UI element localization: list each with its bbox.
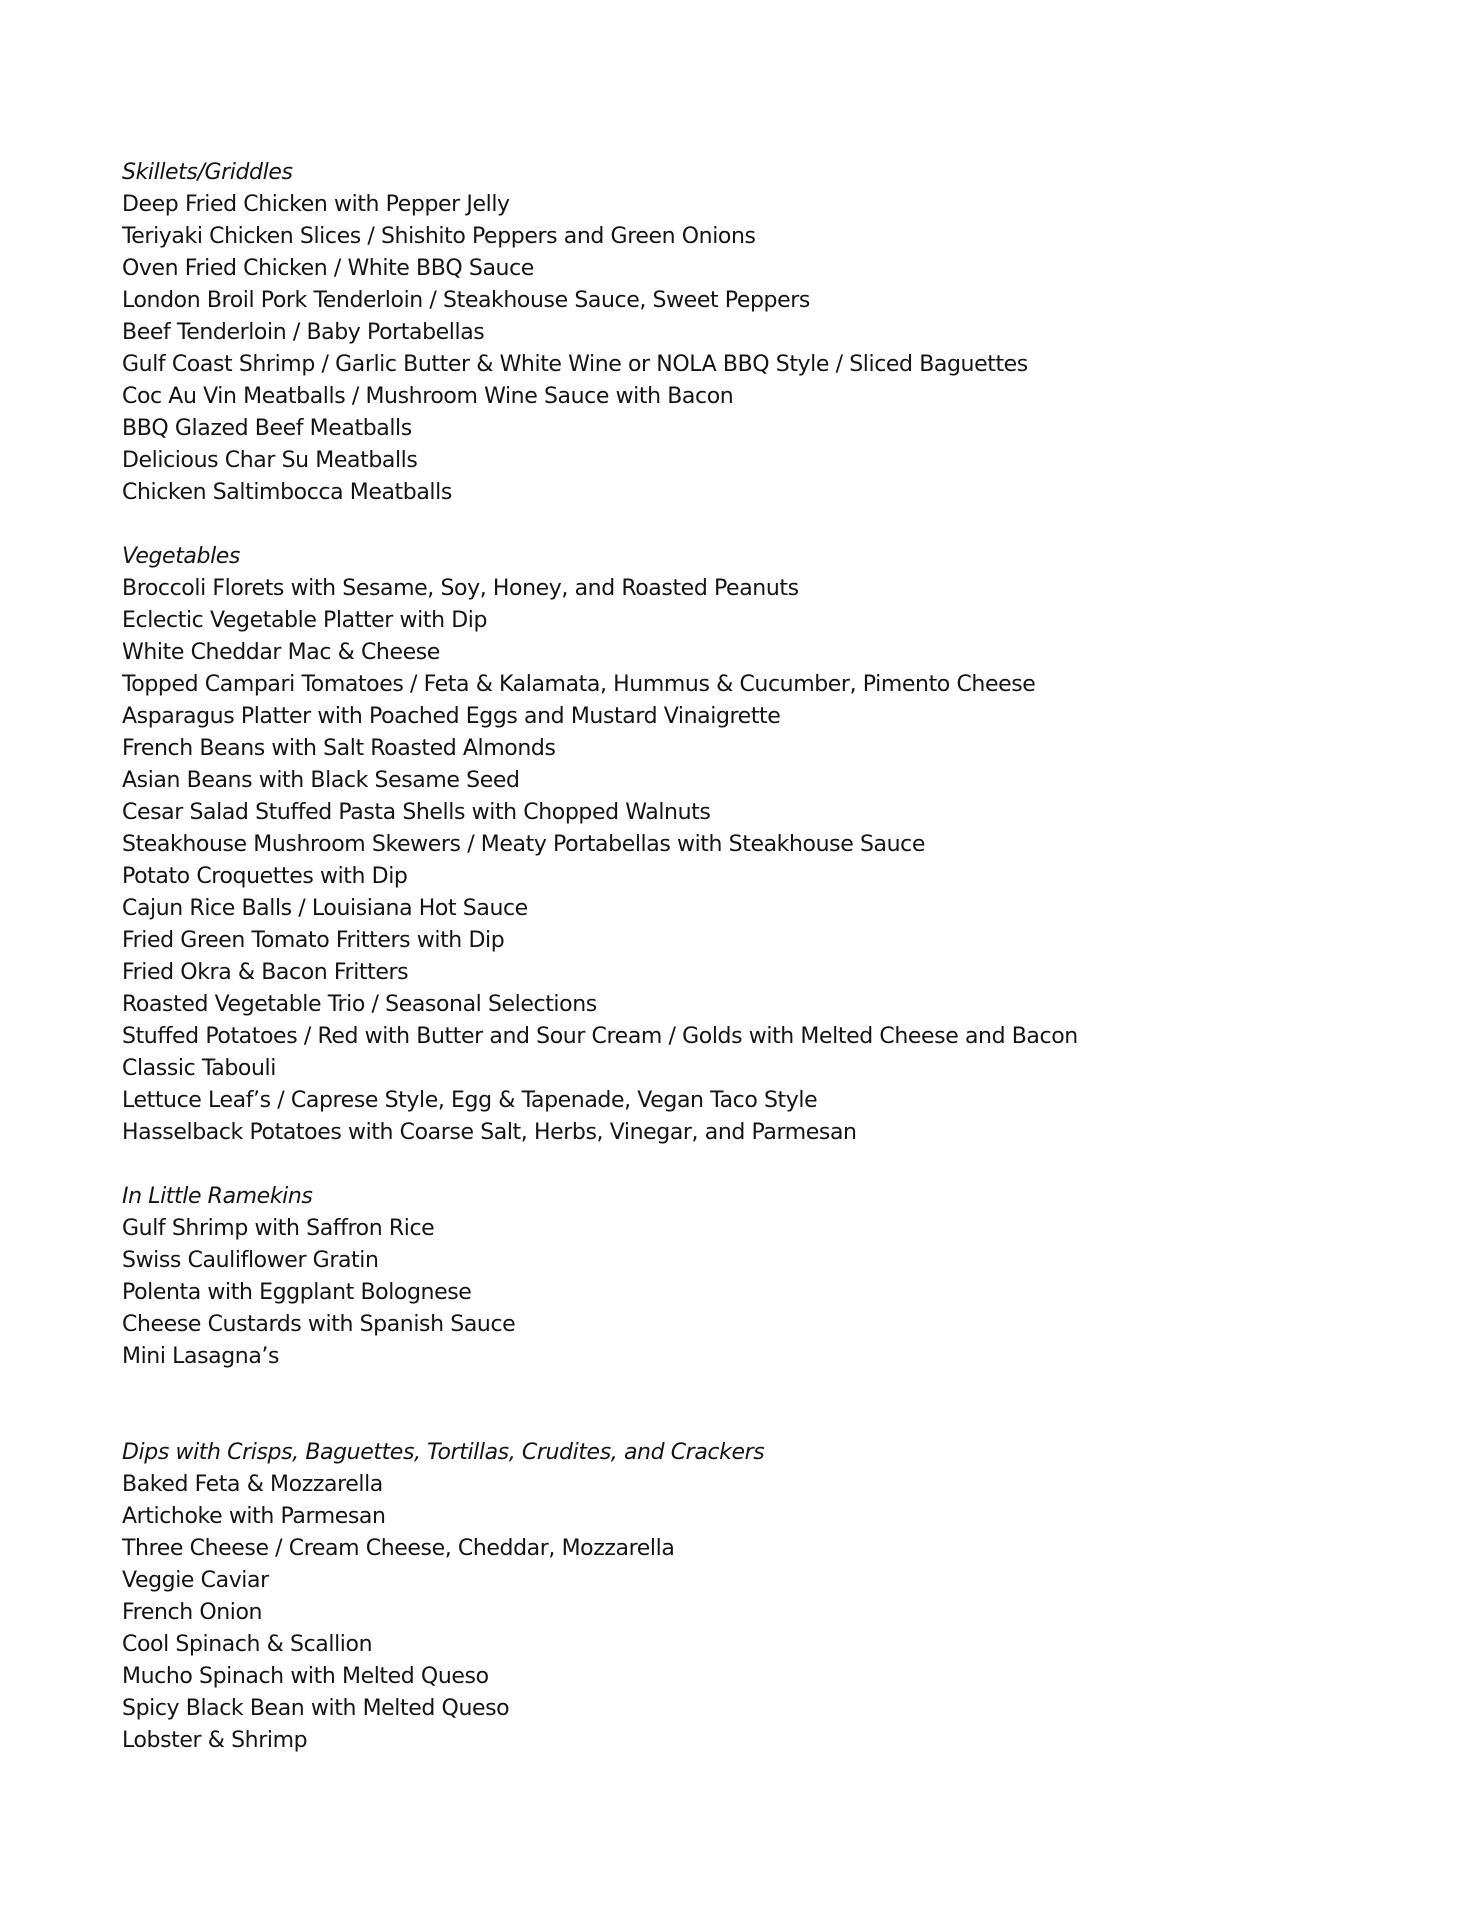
menu-item: Potato Croquettes with Dip <box>122 864 408 889</box>
menu-item: Three Cheese / Cream Cheese, Cheddar, Mozzarella <box>122 1536 675 1561</box>
menu-item: Mini Lasagna’s <box>122 1344 280 1369</box>
menu-item: Asian Beans with Black Sesame Seed <box>122 768 520 793</box>
menu-item: Delicious Char Su Meatballs <box>122 448 418 473</box>
section-spacer <box>122 509 1362 541</box>
section-title: In Little Ramekins <box>122 1184 313 1209</box>
menu-item: Broccoli Florets with Sesame, Soy, Honey, and Roasted Peanuts <box>122 576 799 601</box>
menu-item: Fried Green Tomato Fritters with Dip <box>122 928 505 953</box>
section-vegetables <box>122 541 1362 1149</box>
menu-item: Polenta with Eggplant Bolognese <box>122 1280 472 1305</box>
menu-item: Mucho Spinach with Melted Queso <box>122 1664 489 1689</box>
menu-item: Steakhouse Mushroom Skewers / Meaty Portabellas with Steakhouse Sauce <box>122 832 925 857</box>
section-in-little-ramekins <box>122 1181 1362 1373</box>
menu-item: Gulf Coast Shrimp / Garlic Butter & White Wine or NOLA BBQ Style / Sliced Baguettes <box>122 352 1028 377</box>
menu-item: French Beans with Salt Roasted Almonds <box>122 736 556 761</box>
menu-item: Oven Fried Chicken / White BBQ Sauce <box>122 256 534 281</box>
menu-item: Deep Fried Chicken with Pepper Jelly <box>122 192 510 217</box>
section-spacer <box>122 1149 1362 1181</box>
section-title: Vegetables <box>122 544 240 569</box>
menu-item: Asparagus Platter with Poached Eggs and Mustard Vinaigrette <box>122 704 781 729</box>
menu-item: Swiss Cauliflower Gratin <box>122 1248 379 1273</box>
menu-item: Gulf Shrimp with Saffron Rice <box>122 1216 435 1241</box>
section-title: Skillets/Griddles <box>122 160 293 185</box>
menu-item: Eclectic Vegetable Platter with Dip <box>122 608 488 633</box>
menu-item: Chicken Saltimbocca Meatballs <box>122 480 452 505</box>
section-skillets-griddles <box>122 157 1362 509</box>
menu-item: Classic Tabouli <box>122 1056 276 1081</box>
menu-item: Fried Okra & Bacon Fritters <box>122 960 409 985</box>
menu-item: Hasselback Potatoes with Coarse Salt, Herbs, Vinegar, and Parmesan <box>122 1120 857 1145</box>
menu-item: French Onion <box>122 1600 263 1625</box>
menu-item: Lettuce Leaf’s / Caprese Style, Egg & Tapenade, Vegan Taco Style <box>122 1088 818 1113</box>
menu-item: White Cheddar Mac & Cheese <box>122 640 440 665</box>
menu-item: Baked Feta & Mozzarella <box>122 1472 383 1497</box>
menu-item: Lobster & Shrimp <box>122 1728 308 1753</box>
menu-item: Roasted Vegetable Trio / Seasonal Selections <box>122 992 597 1017</box>
menu-item: Cheese Custards with Spanish Sauce <box>122 1312 516 1337</box>
menu-item: Cesar Salad Stuffed Pasta Shells with Chopped Walnuts <box>122 800 711 825</box>
menu-item: Veggie Caviar <box>122 1568 269 1593</box>
menu-item: Spicy Black Bean with Melted Queso <box>122 1696 510 1721</box>
section-spacer <box>122 1373 1362 1437</box>
menu-item: Teriyaki Chicken Slices / Shishito Peppers and Green Onions <box>122 224 756 249</box>
menu-item: Cool Spinach & Scallion <box>122 1632 373 1657</box>
menu-item: Coc Au Vin Meatballs / Mushroom Wine Sauce with Bacon <box>122 384 734 409</box>
menu-page <box>122 157 1362 1757</box>
menu-item: Artichoke with Parmesan <box>122 1504 386 1529</box>
menu-item: London Broil Pork Tenderloin / Steakhouse Sauce, Sweet Peppers <box>122 288 810 313</box>
section-title: Dips with Crisps, Baguettes, Tortillas, Crudites, and Crackers <box>122 1440 765 1465</box>
menu-item: Stuffed Potatoes / Red with Butter and Sour Cream / Golds with Melted Cheese and Bacon <box>122 1024 1078 1049</box>
menu-item: Topped Campari Tomatoes / Feta & Kalamata, Hummus & Cucumber, Pimento Cheese <box>122 672 1036 697</box>
menu-item: Beef Tenderloin / Baby Portabellas <box>122 320 485 345</box>
menu-item: BBQ Glazed Beef Meatballs <box>122 416 412 441</box>
section-dips <box>122 1437 1362 1757</box>
menu-item: Cajun Rice Balls / Louisiana Hot Sauce <box>122 896 528 921</box>
